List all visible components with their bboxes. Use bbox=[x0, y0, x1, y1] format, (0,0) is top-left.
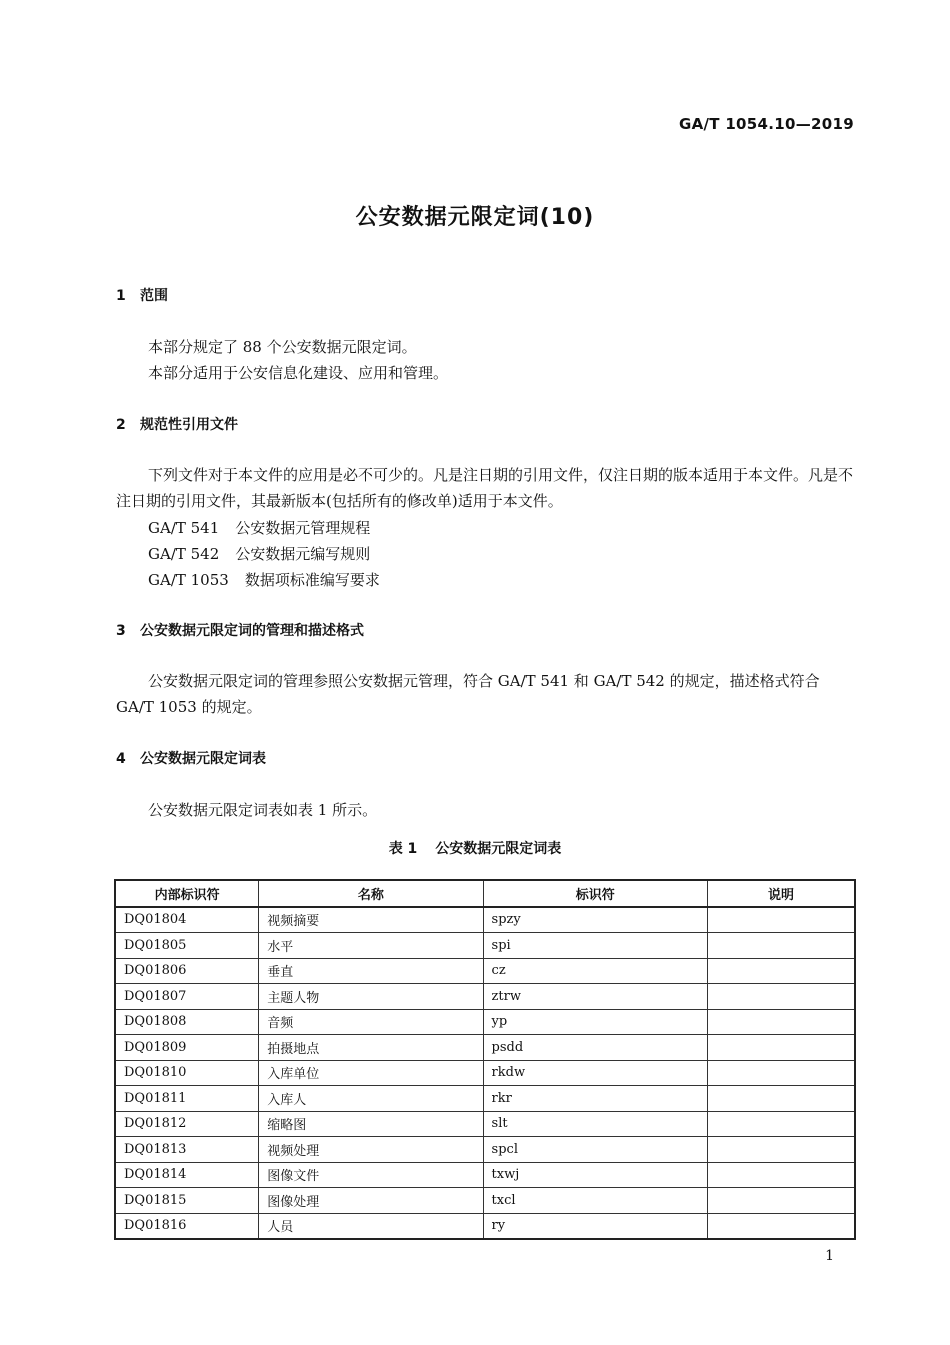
table-caption-title: 公安数据元限定词表 bbox=[435, 841, 562, 857]
normative-intro: 下列文件对于本文件的应用是必不可少的。凡是注日期的引用文件，仅注日期的版本适用于本文件。凡是不注日期的引用文件，其最新版本(包括所有的修改单)适用于本文件。 bbox=[116, 466, 854, 510]
reference-code: GA/T 1053 bbox=[148, 571, 229, 589]
section-4-heading bbox=[116, 748, 266, 768]
scope-paragraph-2: 本部分适用于公安信息化建设、应用和管理。 bbox=[148, 364, 449, 382]
reference-title: 公安数据元管理规程 bbox=[235, 519, 371, 537]
cell-internal-id: DQ01806 bbox=[115, 958, 259, 984]
table-caption bbox=[0, 838, 950, 858]
cell-internal-id: DQ01810 bbox=[115, 1060, 259, 1086]
section-number: 3 bbox=[116, 623, 126, 639]
cell-name: 视频处理 bbox=[259, 1137, 483, 1163]
cell-remarks bbox=[707, 933, 855, 959]
table-row bbox=[115, 1137, 855, 1163]
format-paragraph: 公安数据元限定词的管理参照公安数据元管理，符合 GA/T 541 和 GA/T 542 的规定，描述格式符合 GA/T 1053 的规定。 bbox=[116, 672, 820, 716]
section-number: 1 bbox=[116, 288, 126, 304]
cell-remarks bbox=[707, 1213, 855, 1239]
cell-internal-id: DQ01807 bbox=[115, 984, 259, 1010]
table-body bbox=[115, 907, 855, 1240]
section-title: 公安数据元限定词表 bbox=[140, 751, 266, 767]
column-header-name: 名称 bbox=[259, 880, 483, 907]
cell-name: 音频 bbox=[259, 1009, 483, 1035]
table-row bbox=[115, 1188, 855, 1214]
cell-name: 拍摄地点 bbox=[259, 1035, 483, 1061]
cell-internal-id: DQ01809 bbox=[115, 1035, 259, 1061]
table-row bbox=[115, 1086, 855, 1112]
cell-identifier: cz bbox=[483, 958, 707, 984]
table-row bbox=[115, 907, 855, 933]
cell-internal-id: DQ01805 bbox=[115, 933, 259, 959]
cell-remarks bbox=[707, 1009, 855, 1035]
cell-name: 图像处理 bbox=[259, 1188, 483, 1214]
column-header-remarks: 说明 bbox=[707, 880, 855, 907]
table-row bbox=[115, 933, 855, 959]
cell-identifier: txcl bbox=[483, 1188, 707, 1214]
cell-remarks bbox=[707, 984, 855, 1010]
section-title: 公安数据元限定词的管理和描述格式 bbox=[140, 623, 364, 639]
table-caption-number: 表 1 bbox=[388, 841, 418, 857]
reference-item bbox=[148, 543, 370, 564]
cell-identifier: rkdw bbox=[483, 1060, 707, 1086]
standard-code: GA/T 1054.10—2019 bbox=[678, 115, 854, 133]
page-number: 1 bbox=[825, 1248, 834, 1264]
table-row bbox=[115, 1060, 855, 1086]
cell-name: 垂直 bbox=[259, 958, 483, 984]
reference-code: GA/T 542 bbox=[148, 545, 220, 563]
table-row bbox=[115, 958, 855, 984]
table-row bbox=[115, 1009, 855, 1035]
cell-name: 主题人物 bbox=[259, 984, 483, 1010]
cell-internal-id: DQ01811 bbox=[115, 1086, 259, 1112]
qualifier-table bbox=[114, 879, 856, 1240]
cell-identifier: ry bbox=[483, 1213, 707, 1239]
cell-name: 入库单位 bbox=[259, 1060, 483, 1086]
table-row bbox=[115, 1213, 855, 1239]
scope-paragraph-1: 本部分规定了 88 个公安数据元限定词。 bbox=[148, 338, 417, 356]
document-title: 公安数据元限定词(10) bbox=[355, 205, 595, 230]
cell-name: 缩略图 bbox=[259, 1111, 483, 1137]
cell-identifier: spzy bbox=[483, 907, 707, 933]
reference-code: GA/T 541 bbox=[148, 519, 220, 537]
section-number: 4 bbox=[116, 751, 126, 767]
section-number: 2 bbox=[116, 417, 126, 433]
cell-identifier: ztrw bbox=[483, 984, 707, 1010]
reference-title: 数据项标准编写要求 bbox=[244, 571, 380, 589]
cell-identifier: spcl bbox=[483, 1137, 707, 1163]
section-title: 范围 bbox=[140, 288, 168, 304]
cell-identifier: spi bbox=[483, 933, 707, 959]
cell-remarks bbox=[707, 1162, 855, 1188]
reference-item bbox=[148, 517, 370, 538]
cell-name: 水平 bbox=[259, 933, 483, 959]
cell-internal-id: DQ01808 bbox=[115, 1009, 259, 1035]
cell-name: 入库人 bbox=[259, 1086, 483, 1112]
cell-name: 图像文件 bbox=[259, 1162, 483, 1188]
section-title: 规范性引用文件 bbox=[140, 417, 238, 433]
section-1-heading bbox=[116, 285, 168, 305]
table-row bbox=[115, 984, 855, 1010]
cell-internal-id: DQ01812 bbox=[115, 1111, 259, 1137]
cell-internal-id: DQ01816 bbox=[115, 1213, 259, 1239]
cell-remarks bbox=[707, 1137, 855, 1163]
cell-internal-id: DQ01814 bbox=[115, 1162, 259, 1188]
table-row bbox=[115, 1035, 855, 1061]
cell-remarks bbox=[707, 907, 855, 933]
column-header-internal-id: 内部标识符 bbox=[115, 880, 259, 907]
cell-remarks bbox=[707, 1035, 855, 1061]
cell-remarks bbox=[707, 1060, 855, 1086]
column-header-identifier: 标识符 bbox=[483, 880, 707, 907]
table-row bbox=[115, 1111, 855, 1137]
cell-identifier: psdd bbox=[483, 1035, 707, 1061]
table-header-row bbox=[115, 880, 855, 907]
cell-internal-id: DQ01813 bbox=[115, 1137, 259, 1163]
table-intro: 公安数据元限定词表如表 1 所示。 bbox=[148, 801, 378, 819]
section-2-heading bbox=[116, 414, 238, 434]
cell-internal-id: DQ01804 bbox=[115, 907, 259, 933]
reference-title: 公安数据元编写规则 bbox=[235, 545, 371, 563]
cell-identifier: yp bbox=[483, 1009, 707, 1035]
table-row bbox=[115, 1162, 855, 1188]
cell-remarks bbox=[707, 958, 855, 984]
cell-internal-id: DQ01815 bbox=[115, 1188, 259, 1214]
cell-name: 人员 bbox=[259, 1213, 483, 1239]
cell-remarks bbox=[707, 1188, 855, 1214]
cell-remarks bbox=[707, 1111, 855, 1137]
cell-identifier: txwj bbox=[483, 1162, 707, 1188]
cell-name: 视频摘要 bbox=[259, 907, 483, 933]
section-3-heading bbox=[116, 620, 364, 640]
reference-item bbox=[148, 569, 380, 590]
cell-remarks bbox=[707, 1086, 855, 1112]
cell-identifier: slt bbox=[483, 1111, 707, 1137]
cell-identifier: rkr bbox=[483, 1086, 707, 1112]
